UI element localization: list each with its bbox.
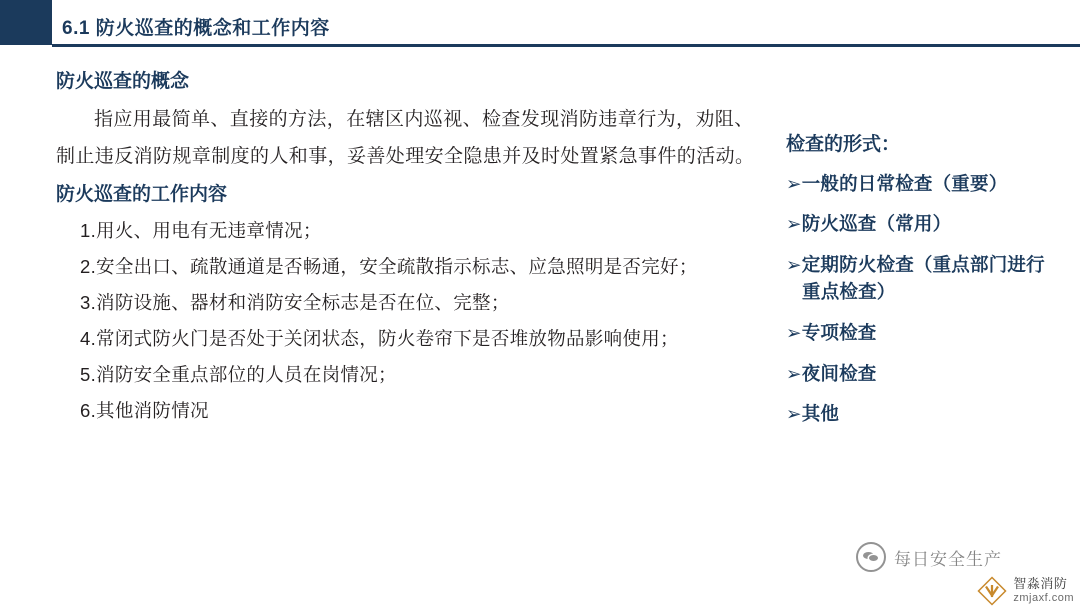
list-item-label: 其他 <box>801 403 840 425</box>
list-item-label: 一般的日常检查（重要） <box>801 172 1008 194</box>
arrow-bullet-icon: ➢ <box>786 213 802 235</box>
header-accent-block <box>0 0 52 45</box>
list-item <box>786 252 1056 306</box>
company-logo-icon <box>977 576 1007 606</box>
list-item: 5.消防安全重点部位的人员在岗情况； <box>80 364 397 386</box>
arrow-bullet-icon: ➢ <box>786 254 802 276</box>
list-item: 2.安全出口、疏散通道是否畅通，安全疏散指示标志、应急照明是否完好； <box>80 256 698 278</box>
company-logo-texts <box>1013 577 1074 605</box>
wechat-icon <box>856 542 886 572</box>
list-item-label: 防火巡查（常用） <box>801 213 952 235</box>
list-item <box>786 361 1056 388</box>
wechat-account-label: 每日安全生产 <box>894 549 1002 569</box>
list-item <box>786 320 1056 347</box>
concept-heading: 防火巡查的概念 <box>56 71 190 92</box>
list-item <box>786 401 1056 428</box>
list-item: 1.用火、用电有无违章情况； <box>80 220 322 242</box>
arrow-bullet-icon: ➢ <box>786 172 802 194</box>
inspection-forms-list <box>786 171 1056 429</box>
arrow-bullet-icon: ➢ <box>786 362 802 384</box>
work-content-heading: 防火巡查的工作内容 <box>56 183 228 205</box>
wechat-brand <box>856 542 1002 572</box>
list-item-label: 夜间检查 <box>801 362 877 384</box>
list-item: 3.消防设施、器材和消防安全标志是否在位、完整； <box>80 292 510 314</box>
inspection-forms-heading: 检查的形式： <box>786 134 901 155</box>
page-title: 6.1 防火巡查的概念和工作内容 <box>62 18 330 39</box>
arrow-bullet-icon: ➢ <box>786 321 802 343</box>
arrow-bullet-icon: ➢ <box>786 403 802 425</box>
work-content-list <box>56 213 766 429</box>
header-divider <box>52 44 1080 47</box>
company-logo-block <box>977 576 1074 606</box>
list-item-label: 专项检查 <box>801 321 877 343</box>
list-item-label: 定期防火检查（重点部门进行重点检查） <box>801 254 1045 303</box>
left-content-column <box>56 62 766 429</box>
slide-header <box>0 0 1080 50</box>
list-item <box>786 171 1056 198</box>
list-item: 4.常闭式防火门是否处于关闭状态，防火卷帘下是否堆放物品影响使用； <box>80 328 679 350</box>
list-item: 6.其他消防情况 <box>80 400 209 422</box>
concept-paragraph: 指应用最简单、直接的方法，在辖区内巡视、检查发现消防违章行为，劝阻、制止违反消防规章制度的人和事，妥善处理安全隐患并及时处置紧急事件的活动。 <box>56 108 755 167</box>
right-content-column <box>786 132 1056 442</box>
company-name: 智淼消防 <box>1013 576 1068 592</box>
company-url: zmjaxf.com <box>1013 592 1074 605</box>
list-item <box>786 211 1056 238</box>
